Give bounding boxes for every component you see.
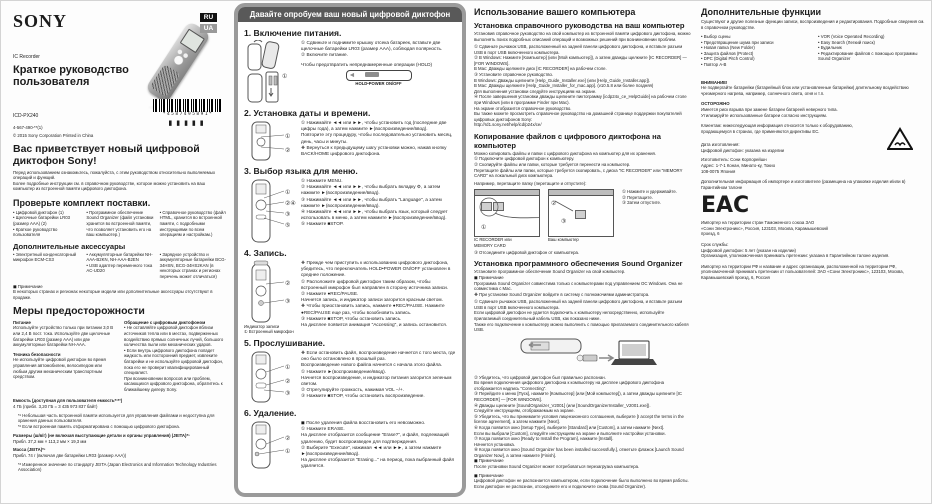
step1-note: Чтобы предотвратить непреднамеренные операции (HOLD)	[301, 61, 433, 67]
features-list-left: • Выбор сцены • Предотвращение шума при записи • Новая папка (New Folder) • Защита файлов (Protect) • DPC (Digital Pitch Control) • Повтор A-B	[701, 34, 774, 68]
svg-text:②④: ②④	[285, 201, 296, 207]
additional-title: Дополнительные функции	[701, 7, 822, 17]
set-clock-diagram	[244, 120, 296, 162]
recording-diagram	[244, 260, 296, 334]
power-label: Питание	[13, 319, 31, 325]
supplied-list-1: • Цифровой диктофон (1) • Щелочные батарейки LR03 (размер AAA) (2) • Краткое руководство пользователя	[13, 209, 71, 238]
install-guide-title: Установка справочного руководства на ваш компьютер	[474, 21, 685, 30]
computer-title: Использование вашего компьютера	[474, 7, 636, 17]
dimensions-value: Прибл. 37,2 мм × 113,2 мм × 19,3 мм	[13, 438, 87, 444]
step5-title: 5. Прослушивание.	[244, 338, 326, 349]
step3-text: ① Нажмите MENU. ② Нажимайте ◄◄ или ►►, чтобы выбрать вкладку ⚙, а затем нажмите ►(воспроизведение/ввод). ③ Нажимайте ◄◄ или ►►, чтобы выбрать "Language", а затем нажмите ►(воспроизведение/ввод). ④ Нажимайте ◄◄ или ►►, чтобы выбрать язык, который следует использовать в меню, а затем нажмите ►(воспроизведение/ввод). ⑤ Нажмите ■STOP.	[301, 178, 448, 227]
svg-text:③: ③	[285, 212, 291, 218]
step6-text: ◼ После удаления файла восстановить его невозможно. ① Нажмите ERASE. На дисплее отобразится сообщение "Erase?", и файл, подлежащий удалению, будет воспроизведен для подтверждения. ② Выберите "Execute", нажимая ◄◄ или ►►, а затем нажмите ►(воспроизведение/ввод). На дисплее отобразится "Erasing..." на период, пока выбранный файл удаляется.	[301, 420, 455, 469]
copy-example: Например, перетащите папку (перетащите и отпустите):	[474, 180, 587, 186]
supplied-title: Проверьте комплект поставки.	[13, 197, 151, 208]
step5	[244, 350, 456, 404]
copy-intro: Можно копировать файлы и папки с цифрового диктофона на компьютер для их хранения.	[474, 150, 657, 156]
model-number: ICD-PX240	[13, 112, 39, 119]
print-registration-marks: ▮▮▮▮▮	[168, 120, 208, 127]
dimensions-label: Размеры (ш/в/г) (не включая выступающие детали и органы управления) (JEITA)*³	[13, 433, 190, 439]
safety-text: Не используйте цифровой диктофон во время управления автомобилем, велосипедом или любым другим механическим транспортным средством.	[13, 357, 106, 380]
recorder-window	[474, 189, 540, 237]
svg-text:①: ①	[285, 449, 291, 456]
accessories-list-3: • Зарядное устройство и аккумуляторные батарейки BCG-34HSN, BCG-34HS2KAN (в некоторых странах и регионах перечень может отличаться)	[159, 251, 226, 280]
hold-power-switch-diagram	[346, 70, 412, 81]
accessories-list-1: • Электретный конденсаторный микрофон ECM-CS3	[13, 251, 77, 263]
erase-diagram	[244, 420, 296, 470]
importer-rf: Импортер на территории РФ и название и адрес организации, расположенной на территории РФ, уполномоченной принимать претензии от пользователей: ЗАО «Сони Электроникс», 123103, Москва, Карамышевский проезд, 6, Россия	[701, 263, 904, 280]
additional-intro: Существуют и другие полезные функции записи, воспроизведения и редактирования. Подробные сведения см. в справочном руководстве.	[701, 19, 925, 30]
caution-text: Имеется риск взрыва при замене батареи батареей неверного типа. Утилизируйте использованные батареи согласно инструкциям.	[701, 106, 838, 118]
step1	[244, 40, 456, 104]
step3-title: 3. Выбор языка для меню.	[244, 166, 358, 176]
welcome-text: Перед использованием ознакомьтесь, пожалуйста, с этим руководством относительно выполняемых операций и функций. Более подробные инструкции см. в справочном руководстве, которое можно установить на ваш компьютер из встроенной памяти цифрового диктофона.	[13, 169, 216, 192]
sound-organizer-step1: ① Сдвиньте рычажок USB, расположенный на задней панели цифрового диктофона, и вставьте разъем USB в порт USB включенного компьютера. Если цифровой диктофон не удается подключить к компьютеру непосредственно, используйте прилагаемый соединительный кабель USB, как показано ниже. Также его подключение к компьютеру можно выполнить с помощью прилагаемого соединительного кабеля USB.	[474, 299, 689, 333]
welcome-title: Вас приветствует новый цифровой диктофон Sony!	[13, 143, 200, 167]
handling-text: • Не оставляйте цифровой диктофон вблизи источников тепла или в местах, подверженных воздействию прямых солнечных лучей, большого количества пыли или механических ударов. • Если внутрь цифрового диктофона попадет жидкость или посторонний предмет, извлеките батарейки и не используйте цифровой диктофон, пока его не проверит квалифицированный специалист. При возникновении вопросов или проблем, касающихся цифрового диктофона, обратитесь к ближайшему дилеру Sony.	[124, 325, 224, 392]
try-out-panel	[234, 3, 466, 497]
warning-text: Не подвергайте батарейки (батарейный блок или установленные батарейки) длительному воздействию чрезмерного нагрева, например, солнечного света, огня и т.п.	[701, 85, 909, 96]
usb-connection-diagram	[474, 335, 692, 373]
select-language-diagram	[244, 178, 296, 244]
svg-text:③: ③	[285, 391, 291, 398]
arrow-left-icon: ◄	[348, 71, 356, 79]
built-in-mic-caption: ① Встроенный микрофон	[244, 329, 294, 335]
capacity-value: 4 ГБ (прибл. 3,20 ГБ = 3 435 973 837 байт)	[13, 404, 98, 409]
column-computer	[474, 7, 692, 489]
barcode-digits: *4587495891*	[162, 112, 214, 117]
extra-info: Дополнительная информация об импортере и изготовителе (размещена на упаковке изделия и/или в) Гарантийном талоне	[701, 179, 906, 190]
computer-window	[548, 189, 614, 237]
warning-label: ВНИМАНИЕ!	[701, 79, 728, 85]
step3	[244, 178, 456, 244]
step2-title: 2. Установка даты и времени.	[244, 108, 371, 118]
precautions-title: Меры предосторожности	[13, 305, 145, 318]
recorder-window-caption: IC RECORDER или MEMORY CARD	[474, 237, 512, 248]
features-list-right: • VOR (Voice Operated Recording) • Easy Search (Легкий поиск) • Будильник • Редактирование файлов с помощью программы Sound Organizer	[818, 34, 918, 62]
capacity-label: Емкость (доступная для пользователя емкость*¹*²)	[13, 398, 123, 404]
supplied-list-3: • Справочное руководство (файл HTML, хранится во встроенной памяти, с подробными инструкциями по всем операциям и настройкам.)	[159, 209, 226, 238]
step5-text: ❖ Если остановить файл, воспроизведение начнется с того места, где оно было остановлено в прошлый раз. Воспроизведение нового файла начнется с начала этого файла. ① Нажмите ►(воспроизведение/ввод). Начнется воспроизведение, и индикатор питания загорится зеленым светом. ② Отрегулируйте громкость, нажимая VOL −/+. ③ Нажмите ■STOP, чтобы остановить воспроизведение.	[301, 350, 456, 399]
sound-organizer-note: ◼ Примечание Цифровой диктофон не распознается компьютером, если подключение было выполнено во время работы. Если диктофон не распознан, отсоедините его и подключите снова (Sound Organizer).	[474, 472, 689, 489]
importer-customs-union: Импортер на территории стран Таможенного союза ЗАО «Сони Электроникс», Россия, 123103, Москва, Карамышевский проезд, 6	[701, 220, 828, 237]
drag-drop-legend: ① Нажмите и удерживайте. ② Перетащите. ③ Затем отпустите.	[622, 189, 677, 206]
step1-title: 1. Включение питания.	[244, 28, 342, 38]
copyright: © 2015 Sony Corporation Printed in China	[13, 132, 94, 138]
sound-organizer-steps: ② Убедитесь, что цифровой диктофон был правильно распознан. Во время подключения цифрового диктофона к компьютеру на дисплее цифрового диктофона отображается надпись "Connecting". ③ Перейдите к меню [Пуск], нажмите [Компьютер] (или [Мой компьютер]), а затем дважды щелкните [IC RECORDER] — [FOR WINDOWS]. ④ Дважды щелкните [SoundOrganizer_V2001] (или [SoundOrganizerInstaller_V2001.exe]). Следуйте инструкциям, отображаемым на экране. ⑤ Убедитесь, что вы принимаете условия лицензионного соглашения, выберите [I accept the terms in the license agreement], а затем нажмите [Next]. ⑥ Когда появится окно [Setup Type], выберите [Standard] или [Custom], а затем нажмите [Next]. Если вы выбрали [Custom], следуйте инструкциям на экране и выполните настройки установки. ⑦ Когда появится окно [Ready to Install the Program], нажмите [Install]. Начнется установка. ⑧ Когда появится окно [Sound Organizer has been installed successfully.], отметьте флажок [Launch Sound Organizer Now], а затем нажмите [Finish]. ◼ Примечание После установки Sound Organizer может потребоваться перезагрузка компьютера.	[474, 374, 684, 469]
step2-text: ① Нажимайте ◄◄ или ►►, чтобы установить год (последние две цифры года), а затем нажмите ►(воспроизведение/ввод). Повторите эту процедуру, чтобы последовательно установить месяц, день, часы и минуты. ❖ Вернуться к предыдущему шагу установки можно, нажав кнопку BACK/HOME цифрового диктофона.	[301, 120, 453, 157]
step4-text: ❖ Прежде чем приступить к использованию цифрового диктофона, убедитесь, что переключатель HOLD•POWER ON/OFF установлен в среднее положение. ① Расположите цифровой диктофон таким образом, чтобы встроенный микрофон был направлен в сторону источника записи. ② Нажмите ●REC/PAUSE. Начнется запись, и индикатор записи загорится красным светом. ❖ Чтобы приостановить запись, нажмите ●REC/PAUSE. Нажмите ●REC/PAUSE еще раз, чтобы возобновить запись. ③ Нажмите ■STOP, чтобы остановить запись. На дисплее появится анимация "Accessing", и запись остановится.	[301, 260, 451, 328]
step6	[244, 420, 456, 470]
mass-label: Масса (JEITA)*³	[13, 447, 46, 453]
handling-label: Обращение с цифровым диктофоном	[124, 319, 206, 325]
svg-text:②: ②	[285, 148, 291, 154]
language-badges	[200, 13, 217, 35]
install-guide-intro: Установив справочное руководство на свой компьютер из встроенной памяти цифрового диктофона, можно выполнять поиск подробных описаний операций и возможных решений при возникновении проблем.	[474, 31, 691, 42]
step6-title: 6. Удаление.	[244, 408, 297, 419]
computer-window-caption: Ваш компьютер	[548, 237, 579, 243]
part-number: 4-567-490-**(1)	[13, 125, 43, 131]
mass-value: Прибл. 74 г (включая две батарейки LR03 (размер AAA))	[13, 453, 127, 459]
install-guide-steps: ① Сдвиньте рычажок USB, расположенный на задней панели цифрового диктофона, и вставьте разъем USB в порт USB включенного компьютера. ② В Windows: Нажмите [Компьютер] (или [Мой компьютер]), а затем дважды щелкните [IC RECORDER] — [FOR WINDOWS]. В Mac: Дважды щелкните диск [IC RECORDER] на рабочем столе. ③ Установите справочное руководство. В Windows: Дважды щелкните [Help_Guide_Installer.exe] (или [Help_Guide_Installer.app]). В Mac: Дважды щелкните [Help_Guide_Installer_for_mac.app]. (v10.5.8 или более поздняя) Для выполнения установки следуйте инструкциям на экране. ④ После завершения установки дважды щелкните пиктограмму [icdp24x_ce_HelpGuide] на рабочем столе при Windows (или в программе Finder при Mac). На экране отобразится справочное руководство. Вы также можете просмотреть справочное руководство на домашней странице поддержки покупателей цифровых диктофонов Sony: http://rd1.sony.net/help/icd/p24x/ce/	[474, 44, 687, 128]
svg-text:②: ②	[285, 281, 291, 287]
customers-text: Клиентам: нижеследующая информация относится только к оборудованию, продающемуся в странах, где применяются директивы ЕС.	[701, 123, 853, 134]
accessories-title: Дополнительные аксессуары	[13, 241, 126, 251]
service-life: Срок службы: Цифровой диктофон: 5 лет (указан на изделии) Организация, уполномоченная принимать претензии: указана в Гарантийном талоне изделия.	[701, 242, 890, 259]
accessories-list-2: • Аккумуляторные батарейки NH-AAA-B2KN, NH-AAA-B2EN • USB адаптер переменного тока AC-UD20	[86, 251, 153, 274]
jeita-footnote: *³ Измеренное значение по стандарту JEITA (Japan Electronics and Information Technology Industries Association)	[18, 461, 217, 473]
svg-text:①: ①	[282, 74, 288, 80]
power-text: Используйте устройство только при питании 3,0 В или 2,4 В пост. тока. Используйте две щелочные батарейки LR03 (размер AAA) или две аккумуляторные батарейки NH-AAA.	[13, 325, 114, 348]
sound-organizer-title: Установка программного обеспечения Sound Organizer	[474, 259, 683, 269]
playback-diagram	[244, 350, 296, 404]
svg-text:⑤: ⑤	[285, 223, 291, 229]
doc-title: Краткое руководство пользователя	[13, 63, 129, 89]
badge-ua: UA	[200, 24, 217, 33]
drag-drop-diagram	[474, 189, 692, 248]
badge-ru: RU	[200, 13, 217, 22]
product-type: IC Recorder	[13, 54, 40, 60]
svg-text:②: ②	[551, 201, 557, 208]
svg-text:①: ①	[481, 225, 487, 232]
svg-text:②: ②	[285, 436, 291, 443]
safety-label: Техника безопасности	[13, 351, 61, 357]
hold-power-label: HOLD•POWER ON/OFF	[355, 80, 402, 86]
panel-header: Давайте опробуем ваш новый цифровой диктофон	[238, 7, 462, 22]
copy-steps-b: ③ Отсоедините цифровой диктофон от компьютера.	[474, 249, 580, 255]
manufacture-date: Дата изготовления: Цифровой диктофон: указана на изделии	[701, 142, 785, 153]
manufacturer-address: Изготовитель: Сони Корпорейшн Адрес: 1-7-1 Конан, Минато-ку, Токио 108-0075 Япония	[701, 157, 776, 174]
svg-text:③: ③	[285, 299, 291, 305]
supplied-note: ◼ Примечание В некоторых странах и регионах некоторые модели или дополнительные аксессуары отсутствуют в продаже.	[13, 283, 213, 300]
certification-triangle-mark	[887, 127, 913, 151]
column-additional	[701, 7, 927, 281]
step4	[244, 260, 456, 334]
sound-organizer-intro: Установите программное обеспечение Sound Organizer на свой компьютер. ◼ Примечание Программа Sound Organizer совместима только с компьютерами под управлением ОС Windows. Она не совместима с Mac. ❖ При установке Sound Organizer войдите в систему с полномочиями администратора.	[474, 269, 683, 297]
svg-text:②: ②	[285, 379, 291, 386]
step2	[244, 120, 456, 162]
copy-steps-a: ① Подключите цифровой диктофон к компьютеру. ② Скопируйте файлы или папки, которые требуется перенести на компьютер. Перетащите файлы или папки, которые требуется скопировать, с диска "IC RECORDER" или "MEMORY CARD" на локальный диск компьютера.	[474, 156, 683, 179]
svg-text:①: ①	[285, 134, 291, 140]
step4-title: 4. Запись.	[244, 248, 287, 258]
svg-text:①: ①	[285, 365, 291, 372]
battery-insert-diagram	[244, 40, 296, 104]
svg-text:③: ③	[561, 219, 567, 226]
supplied-list-2: • Программное обеспечение Sound Organizer (файл установки хранится во встроенной памяти, что позволяет установить его на ваш компьютер.)	[86, 209, 154, 238]
barcode	[153, 99, 223, 127]
recording-indicator-caption: Индикатор записи	[244, 324, 280, 329]
sony-logo: SONY	[13, 11, 68, 31]
copy-title: Копирование файлов с цифрового диктофона на компьютер	[474, 131, 661, 150]
svg-text:①: ①	[285, 190, 291, 196]
eac-mark: EAC	[701, 193, 750, 219]
capacity-footnotes: *¹ Небольшая часть встроенной памяти используется для управления файлами и недоступна для хранения данных пользователя. *² Если встроенная память отформатирована с помощью цифрового диктофона.	[18, 412, 215, 429]
step1-text: ① Сдвиньте и поднимите крышку отсека батареек, вставьте две щелочные батарейки LR03 (размер AAA), соблюдая полярность. ② Включите питание.	[301, 40, 443, 58]
caution-label: ОСТОРОЖНО	[701, 101, 730, 107]
